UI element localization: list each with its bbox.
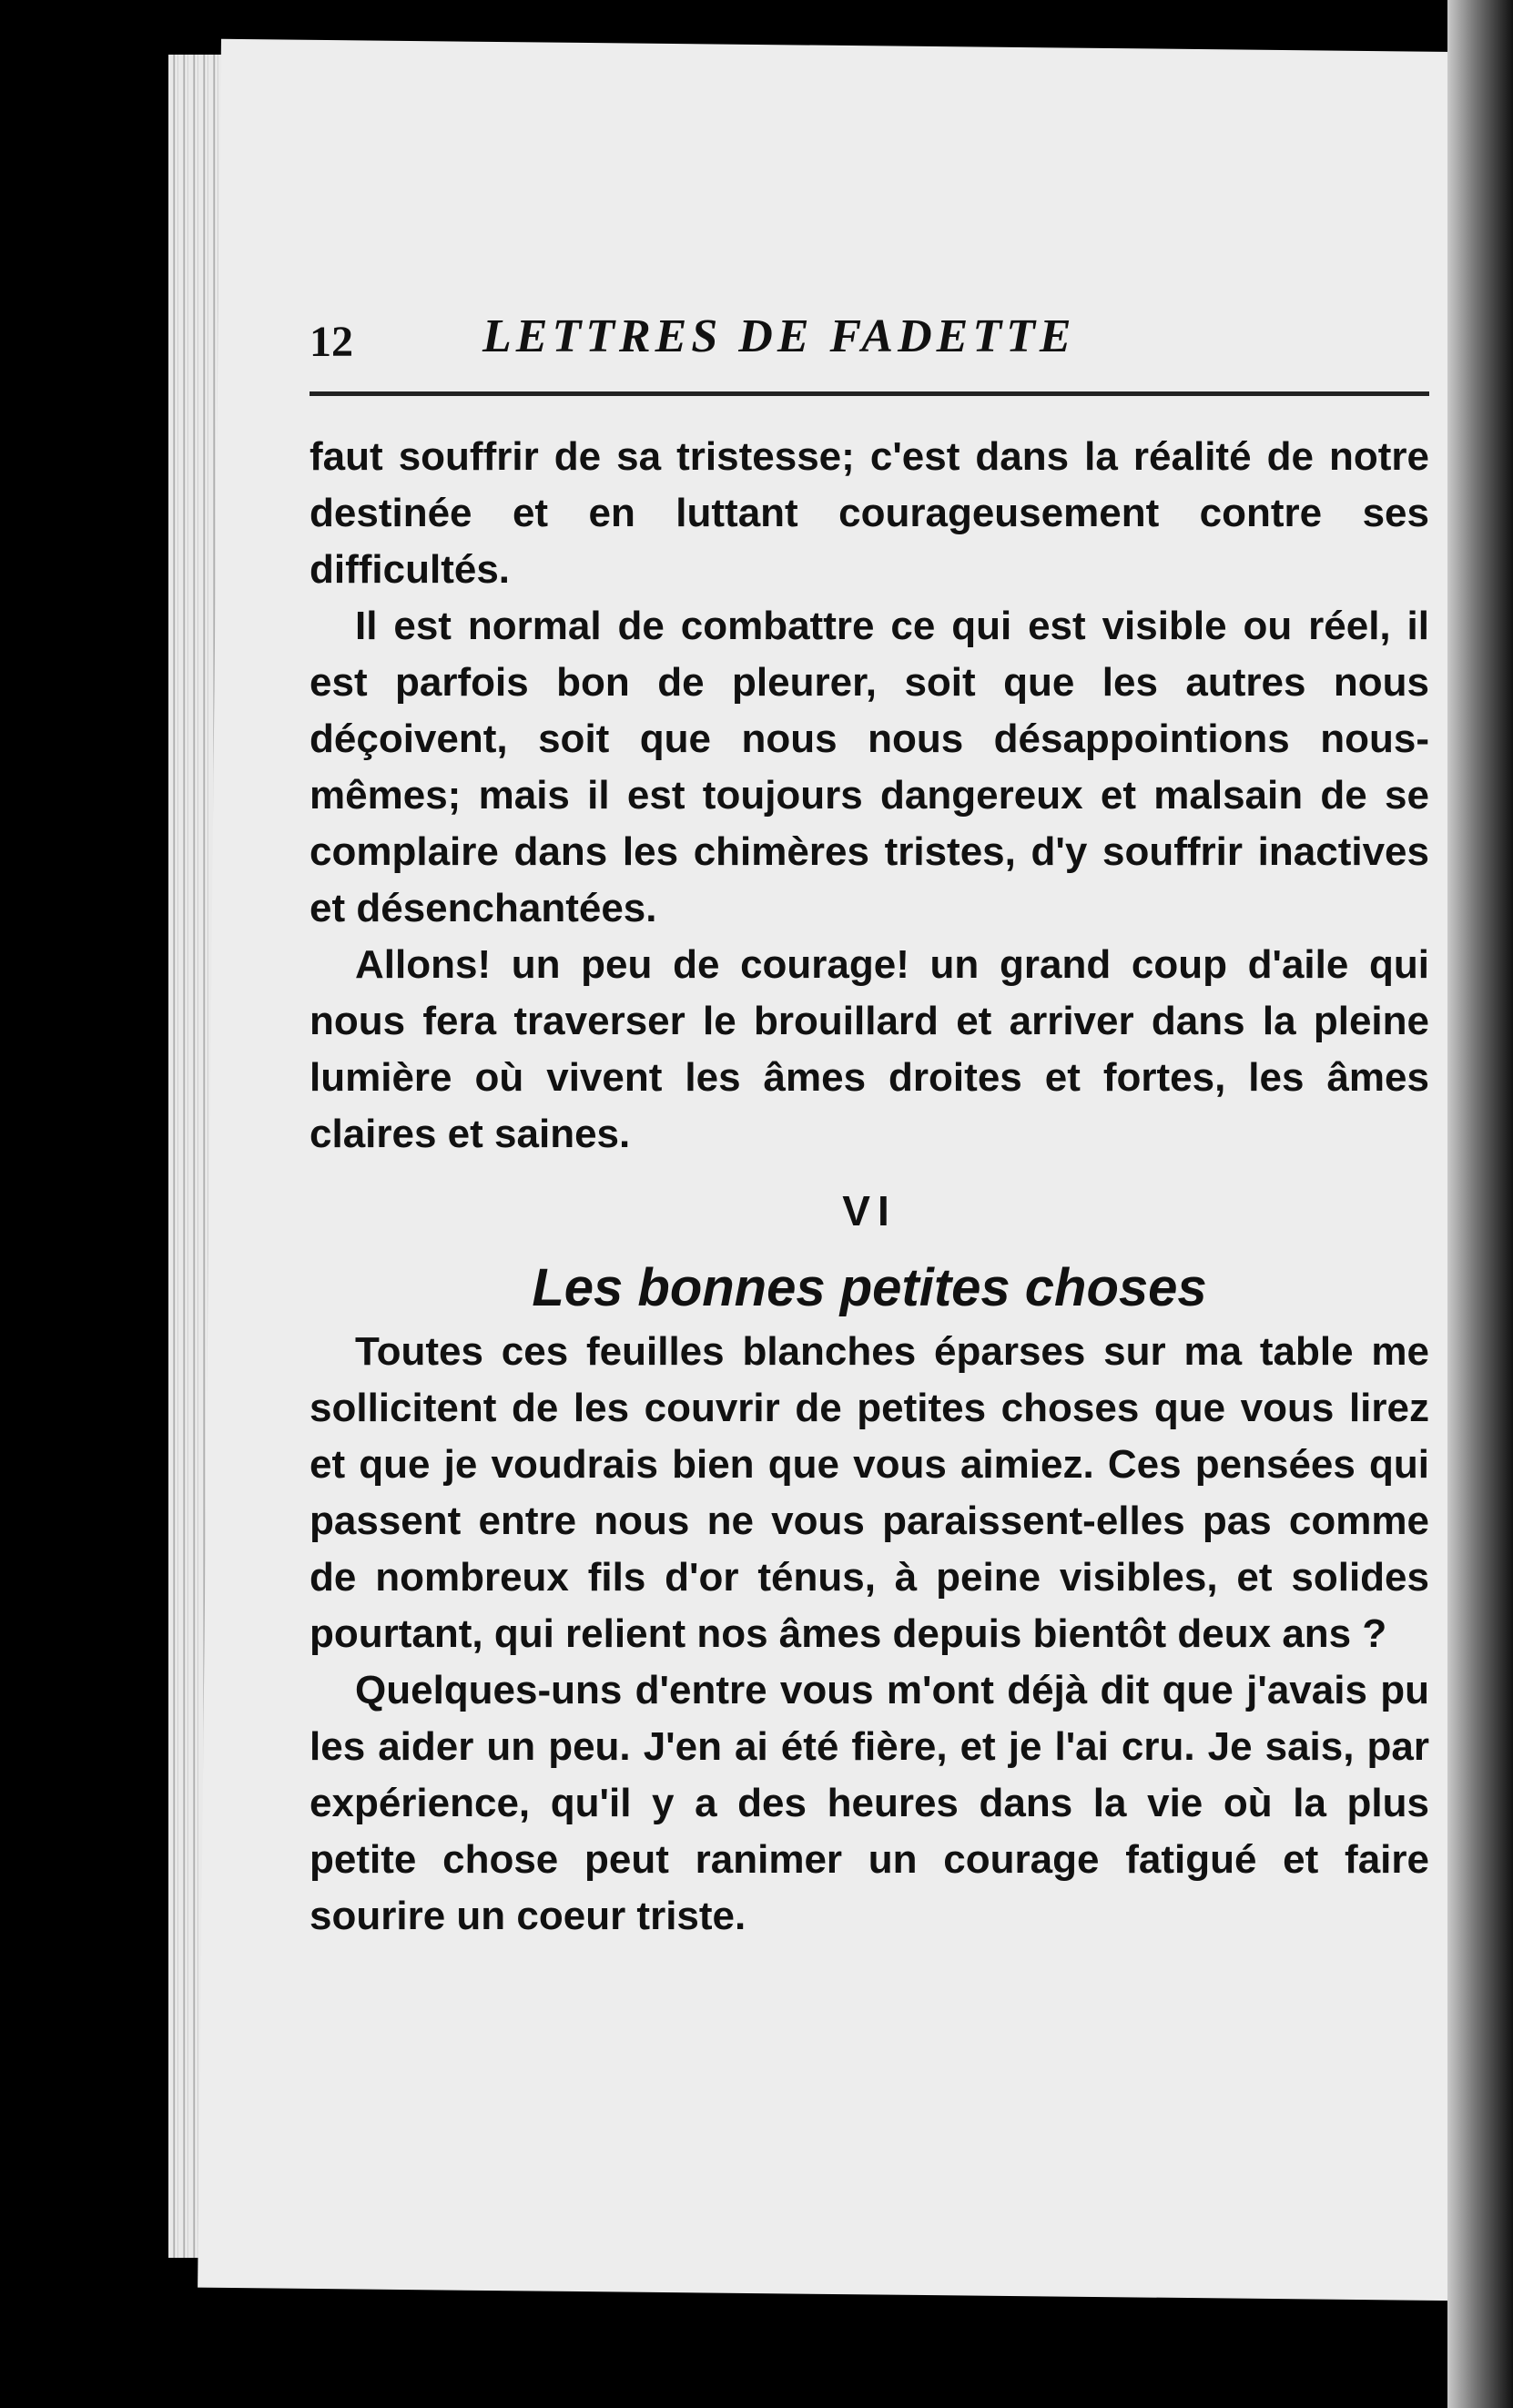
header-rule <box>310 391 1429 396</box>
section-title: Les bonnes petites choses <box>532 1258 1207 1317</box>
running-title: LETTRES DE FADETTE <box>482 310 1076 362</box>
section-number: VI <box>842 1187 897 1234</box>
page-content <box>310 310 1429 1945</box>
paragraph: Toutes ces feuilles blanches éparses sur ma table me sollicitent de les couvrir de petites choses que vous lirez et que je voudrais bien que vous aimiez. Ces pensées qui passent entre nous ne vous paraissent-elles pas comme de nombreux fils d'or ténus, à peine visibles, et solides pourtant, qui relient nos âmes depuis bientôt deux ans ? <box>310 1329 1429 1656</box>
paragraph: Allons! un peu de courage! un grand coup d'aile qui nous fera traverser le brouillard et arriver dans la pleine lumière où vivent les âmes droites et fortes, les âmes claires et saines. <box>310 942 1429 1156</box>
paragraph: Quelques-uns d'entre vous m'ont déjà dit que j'avais pu les aider un peu. J'en ai été fière, et je l'ai cru. Je sais, par expérience, qu'il y a des heures dans la vie où la plus petite chose peut ranimer un courage fatigué et faire sourire un coeur triste. <box>310 1668 1429 1938</box>
paragraph-continued: faut souffrir de sa tristesse; c'est dans la réalité de notre destinée et en luttant courageusement contre ses difficultés. <box>310 434 1429 592</box>
running-head <box>310 310 1429 382</box>
paragraph: Il est normal de combattre ce qui est visible ou réel, il est parfois bon de pleurer, soit que les autres nous déçoivent, soit que nous nous désappointions nous-mêmes; mais il est toujours dangereux et malsain de se complaire dans les chimères tristes, d'y souffrir inactives et désenchantées. <box>310 604 1429 930</box>
page-number: 12 <box>310 318 353 366</box>
page-gutter-shadow <box>1447 0 1513 2408</box>
